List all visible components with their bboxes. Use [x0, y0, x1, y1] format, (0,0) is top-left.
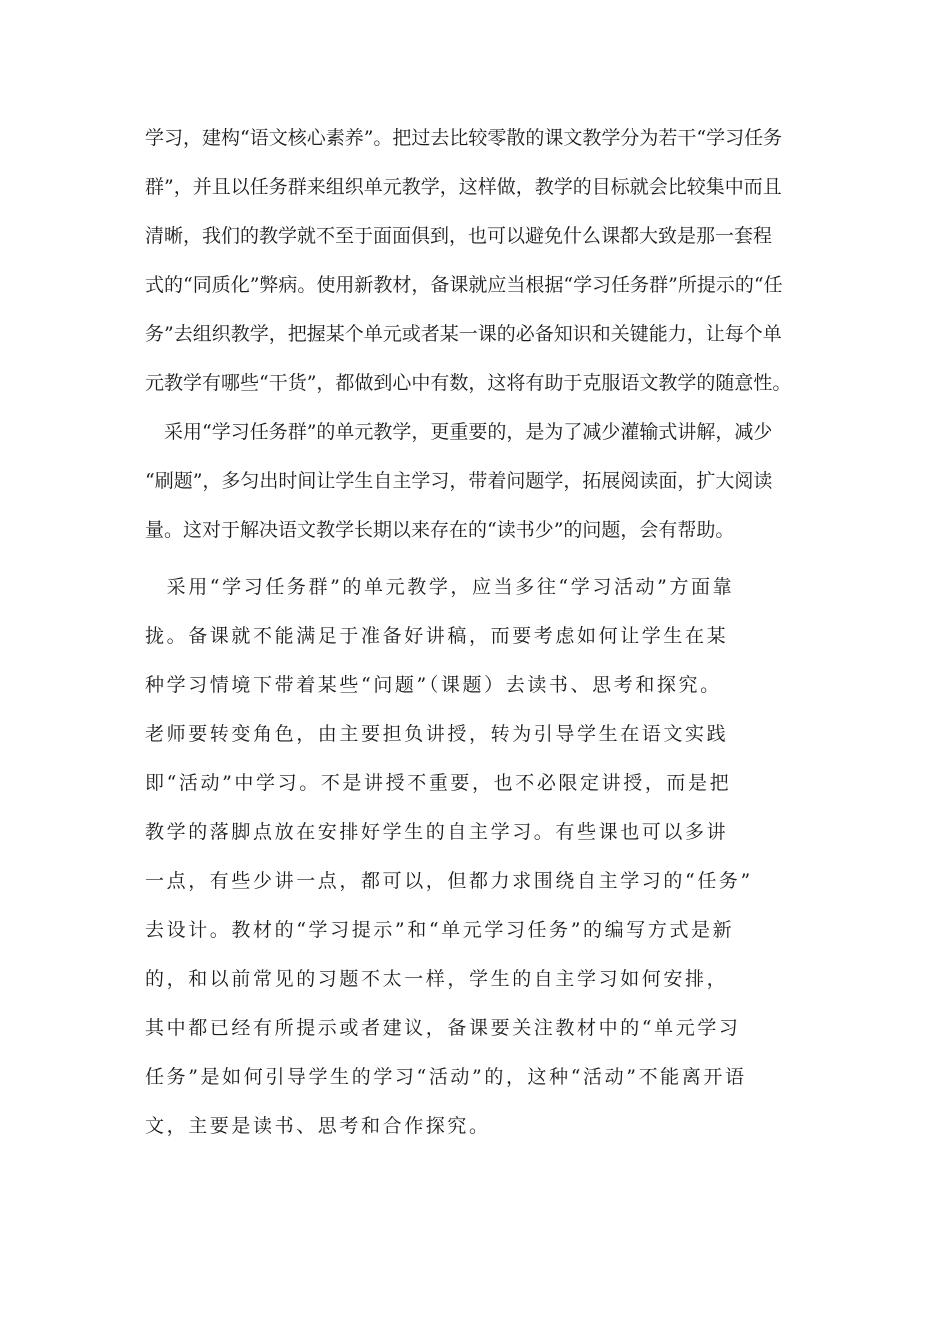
- text-line: 采用“学习任务群”的单元教学，更重要的，是为了减少灌输式讲解，减少: [145, 421, 773, 443]
- text-line: 老师要转变角色，由主要担负讲授，转为引导学生在语文实践: [145, 723, 729, 745]
- text-line: “刷题”，多匀出时间让学生自主学习，带着问题学，拓展阅读面，扩大阅读: [145, 470, 773, 492]
- text-line: 其中都已经有所提示或者建议，备课要关注教材中的“单元学习: [145, 1017, 741, 1039]
- text-line: 即“活动”中学习。不是讲授不重要，也不必限定讲授，而是把: [145, 772, 732, 794]
- text-line: 量。这对于解决语文教学长期以来存在的“读书少”的问题，会有帮助。: [145, 519, 735, 541]
- text-line: 式的“同质化”弊病。使用新教材，备课就应当根据“学习任务群”所提示的“任: [145, 274, 783, 296]
- text-line: 采用“学习任务群”的单元教学，应当多往“学习活动”方面靠: [145, 576, 735, 598]
- text-line: 群”，并且以任务群来组织单元教学，这样做，教学的目标就会比较集中而且: [145, 176, 782, 198]
- text-line: 学习，建构“语文核心素养”。把过去比较零散的课文教学分为若干“学习任务: [145, 127, 783, 149]
- text-line: 元教学有哪些“干货”，都做到心中有数，这将有助于克服语文教学的随意性。: [145, 372, 792, 394]
- paragraph-2: [145, 408, 815, 555]
- text-line: 去设计。教材的“学习提示”和“单元学习任务”的编写方式是新: [145, 919, 735, 941]
- text-line: 一点，有些少讲一点，都可以，但都力求围绕自主学习的“任务”: [145, 870, 753, 892]
- text-line: 文，主要是读书、思考和合作探究。: [145, 1115, 491, 1137]
- text-line: 清晰，我们的教学就不至于面面俱到，也可以避免什么课都大致是那一套程: [145, 225, 773, 247]
- text-line: 教学的落脚点放在安排好学生的自主学习。有些课也可以多讲: [145, 821, 729, 843]
- text-line: 种学习情境下带着某些“问题”（课题）去读书、思考和探究。: [145, 674, 722, 696]
- paragraph-3: [145, 563, 815, 1151]
- paragraph-1: [145, 114, 815, 408]
- text-line: 任务”是如何引导学生的学习“活动”的，这种“活动”不能离开语: [145, 1066, 747, 1088]
- text-line: 的，和以前常见的习题不太一样，学生的自主学习如何安排，: [145, 968, 729, 990]
- text-line: 务”去组织教学，把握某个单元或者某一课的必备知识和关键能力，让每个单: [145, 323, 782, 345]
- text-line: 拢。备课就不能满足于准备好讲稿，而要考虑如何让学生在某: [145, 625, 729, 647]
